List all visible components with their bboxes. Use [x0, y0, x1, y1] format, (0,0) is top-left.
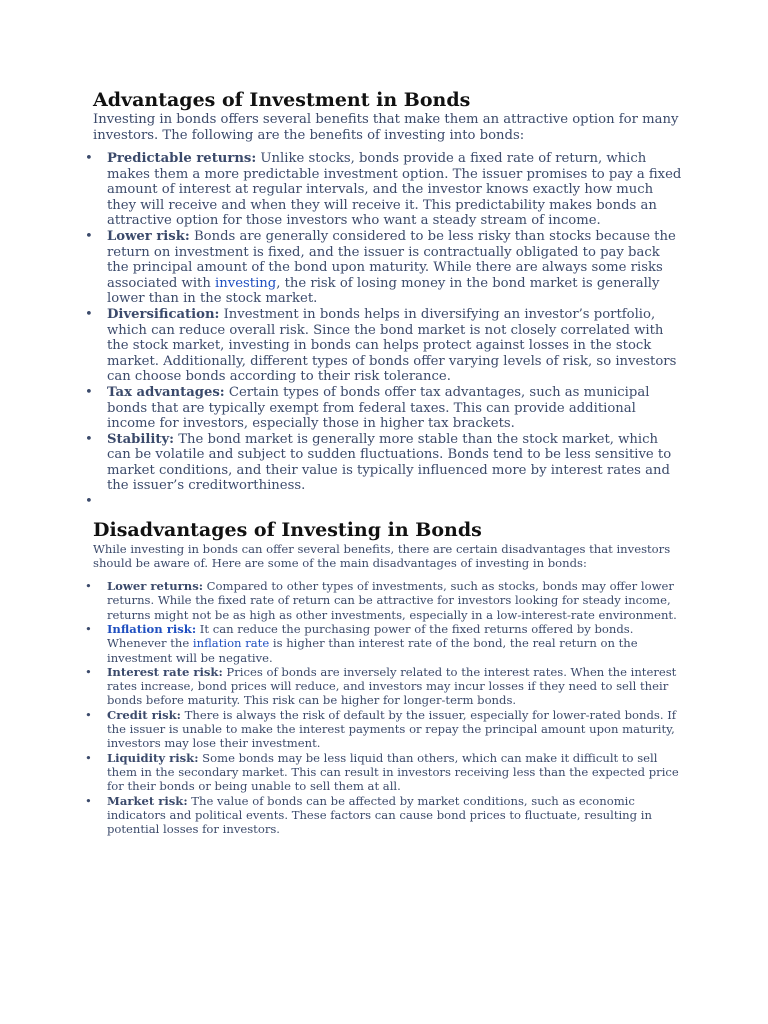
list-item-text: Prices of bonds are inversely related to the interest rates. When the interest rates increase, bond prices will reduce, and investors may incur losses if they need to sell their bonds before maturity. This risk can be higher for longer-term bonds.: [107, 664, 677, 708]
list-item-text: Unlike stocks, bonds provide a fixed rate of return, which makes them a more predictable investment option. The issuer promises to pay a fixed amount of interest at regular intervals, and the investor knows exactly how much they will receive and when they will receive it. This predictability makes bonds an attractive option for those investors who want a steady stream of income.: [107, 151, 682, 229]
disadvantages-list: [93, 579, 683, 836]
advantages-section: [93, 88, 683, 510]
list-item-text: There is always the risk of default by the issuer, especially for lower-rated bonds. If the issuer is unable to make the interest payments or repay the principal amount upon maturity, investors may lose their investment.: [107, 707, 677, 751]
list-item-text: Certain types of bonds offer tax advantages, such as municipal bonds that are typically exempt from federal taxes. This can provide additional income for investors, especially those in higher tax brackets.: [107, 384, 650, 432]
list-item-interest-rate-risk: [107, 665, 683, 708]
list-item-term: Lower risk:: [107, 228, 190, 244]
list-item-text: The value of bonds can be affected by market conditions, such as economic indicators and political events. These factors can cause bond prices to fluctuate, resulting in potential losses for investors.: [107, 793, 652, 837]
list-item-term: Predictable returns:: [107, 151, 257, 166]
disadvantages-intro: While investing in bonds can offer several benefits, there are certain disadvantages that investors should be aware of. Here are some of the main disadvantages of investing in bonds:: [93, 541, 671, 570]
list-item-market-risk: [107, 794, 683, 837]
list-item-text: Bonds are generally considered to be less risky than stocks because the return on investment is fixed, and the issuer is contractually obligated to pay back the principal amount of the bond upon maturity. While there are always some risks associated with: [107, 228, 676, 291]
list-item-text: , the risk of losing money in the bond market is generally lower than in the stock market.: [107, 275, 660, 307]
list-item-term: Tax advantages:: [107, 384, 225, 400]
disadvantages-section: [93, 518, 683, 837]
document-page: [93, 88, 683, 836]
list-item-text: The bond market is generally more stable than the stock market, which can be volatile and subject to sudden fluctuations. Bonds tend to be less sensitive to market conditions, and their value is typically influenced more by interest rates and the issuer’s creditworthiness.: [107, 431, 672, 494]
advantages-list: [93, 151, 683, 510]
list-item-empty: [107, 494, 683, 510]
list-item-term: Credit risk:: [107, 707, 181, 722]
list-item-stability: [107, 432, 683, 494]
list-item-term: Stability:: [107, 431, 175, 447]
investing-link[interactable]: investing: [215, 275, 277, 291]
inflation-risk-link[interactable]: Inflation risk:: [107, 621, 197, 636]
list-item-lower-returns: [107, 579, 683, 622]
list-item-term: Market risk:: [107, 793, 188, 808]
advantages-intro: Investing in bonds offers several benefits that make them an attractive option for many investors. The following are the benefits of investing into bonds:: [93, 112, 679, 143]
list-item-text: Investment in bonds helps in diversifying an investor’s portfolio, which can reduce overall risk. Since the bond market is not closely correlated with the stock market, investing in bonds can helps protect against losses in the stock market. Additionally, different types of bonds offer varying levels of risk, so investors can choose bonds according to their risk tolerance.: [107, 306, 677, 385]
list-item-predictable-returns: [107, 151, 683, 229]
inflation-rate-link[interactable]: inflation rate: [192, 636, 270, 651]
list-item-text: Compared to other types of investments, such as stocks, bonds may offer lower returns. While the fixed rate of return can be attractive for investors looking for steady income, returns might not be as high as other investments, especially in a low-interest-rate environment.: [107, 579, 677, 622]
list-item-inflation-risk: [107, 622, 683, 665]
list-item-text: It can reduce the purchasing power of the fixed returns offered by bonds. Whenever the: [107, 621, 634, 651]
list-item-credit-risk: [107, 708, 683, 751]
list-item-term: Liquidity risk:: [107, 750, 199, 765]
list-item-lower-risk: [107, 229, 683, 307]
disadvantages-heading: Disadvantages of Investing in Bonds: [93, 518, 482, 541]
list-item-diversification: [107, 307, 683, 385]
list-item-term: Diversification:: [107, 306, 220, 322]
list-item-term: Lower returns:: [107, 579, 203, 594]
list-item-liquidity-risk: [107, 751, 683, 794]
list-item-text: is higher than interest rate of the bond, the real return on the investment will be negative.: [107, 636, 638, 665]
list-item-term: Interest rate risk:: [107, 664, 223, 679]
advantages-heading: Advantages of Investment in Bonds: [93, 89, 471, 111]
list-item-text: Some bonds may be less liquid than others, which can make it difficult to sell them in the secondary market. This can result in investors receiving less than the expected price for their bonds or being unable to sell them at all.: [107, 750, 679, 794]
list-item-tax-advantages: [107, 385, 683, 432]
